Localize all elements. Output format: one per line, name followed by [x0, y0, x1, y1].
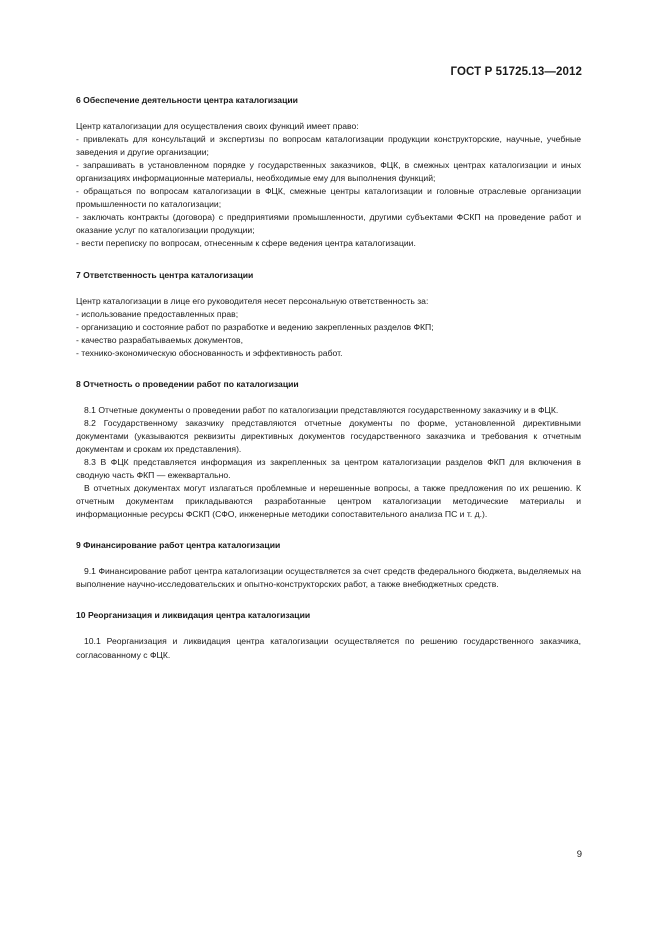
- paragraph: 9.1 Финансирование работ центра каталогизации осуществляется за счет средств федерального бюджета, выделяемых на выполнение научно-исследовательских и опытно-конструкторских работ, а также внебюджетных средств.: [76, 566, 581, 590]
- document-number: ГОСТ Р 51725.13—2012: [450, 66, 582, 78]
- section-8: [76, 378, 581, 521]
- paragraph: Центр каталогизации в лице его руководителя несет персональную ответственность за:: [76, 295, 429, 306]
- section-heading: 9 Финансирование работ центра каталогизации: [76, 540, 281, 551]
- paragraph: - запрашивать в установленном порядке у государственных заказчиков, ФЦК, в смежных центрах каталогизации и иных организациях информационные материалы, необходимые ему для выполнения функций;: [76, 160, 581, 184]
- paragraph: В отчетных документах могут излагаться проблемные и нерешенные вопросы, а также предложения по их решению. К отчетным документам прикладываются разработанные центром каталогизации методические материалы и информационные ресурсы ФСКП (СФО, инженерные методики сопоставительного анализа ПС и т. д.).: [76, 483, 581, 520]
- section-10: [76, 609, 581, 661]
- section-7: [76, 269, 581, 360]
- paragraph: 8.1 Отчетные документы о проведении работ по каталогизации представляются государственному заказчику и в ФЦК.: [84, 404, 559, 415]
- paragraph: 8.2 Государственному заказчику представляются отчетные документы по форме, установленной директивными документами (указываются реквизиты директивных документов государственного заказчика и требования к отчетным документам и срокам их представления).: [76, 417, 581, 454]
- paragraph: Центр каталогизации для осуществления своих функций имеет право:: [76, 121, 359, 132]
- paragraph: 8.3 В ФЦК представляется информация из закрепленных за центром каталогизации разделов ФКП для включения в сводную часть ФКП — ежеквартально.: [76, 457, 581, 481]
- section-heading: 8 Отчетность о проведении работ по каталогизации: [76, 378, 299, 389]
- paragraph: - обращаться по вопросам каталогизации в ФЦК, смежные центры каталогизации и головные отраслевые организации промышленности по каталогизации;: [76, 186, 581, 210]
- paragraph: - заключать контракты (договора) с предприятиями промышленности, другими субъектами ФСКП на проведение работ и оказание услуг по каталогизации продукции;: [76, 212, 581, 236]
- paragraph: - качество разрабатываемых документов,: [76, 334, 243, 345]
- document-body: [76, 94, 581, 680]
- paragraph: - организацию и состояние работ по разработке и ведению закрепленных разделов ФКП;: [76, 321, 434, 332]
- section-heading: 6 Обеспечение деятельности центра каталогизации: [76, 95, 298, 105]
- section-heading: 10 Реорганизация и ликвидация центра каталогизации: [76, 610, 311, 621]
- section-6: [76, 94, 581, 251]
- section-heading: 7 Ответственность центра каталогизации: [76, 269, 254, 280]
- paragraph: - технико-экономическую обоснованность и эффективность работ.: [76, 347, 343, 358]
- paragraph: 10.1 Реорганизация и ликвидация центра каталогизации осуществляется по решению государственного заказчика, согласованному с ФЦК.: [76, 636, 581, 660]
- paragraph: - привлекать для консультаций и экспертизы по вопросам каталогизации продукции конструкторские, научные, учебные заведения и другие организации;: [76, 134, 581, 158]
- paragraph: - вести переписку по вопросам, отнесенным к сфере ведения центра каталогизации.: [76, 238, 416, 249]
- page-number: 9: [576, 849, 582, 860]
- paragraph: - использование предоставленных прав;: [76, 308, 239, 319]
- section-9: [76, 539, 581, 591]
